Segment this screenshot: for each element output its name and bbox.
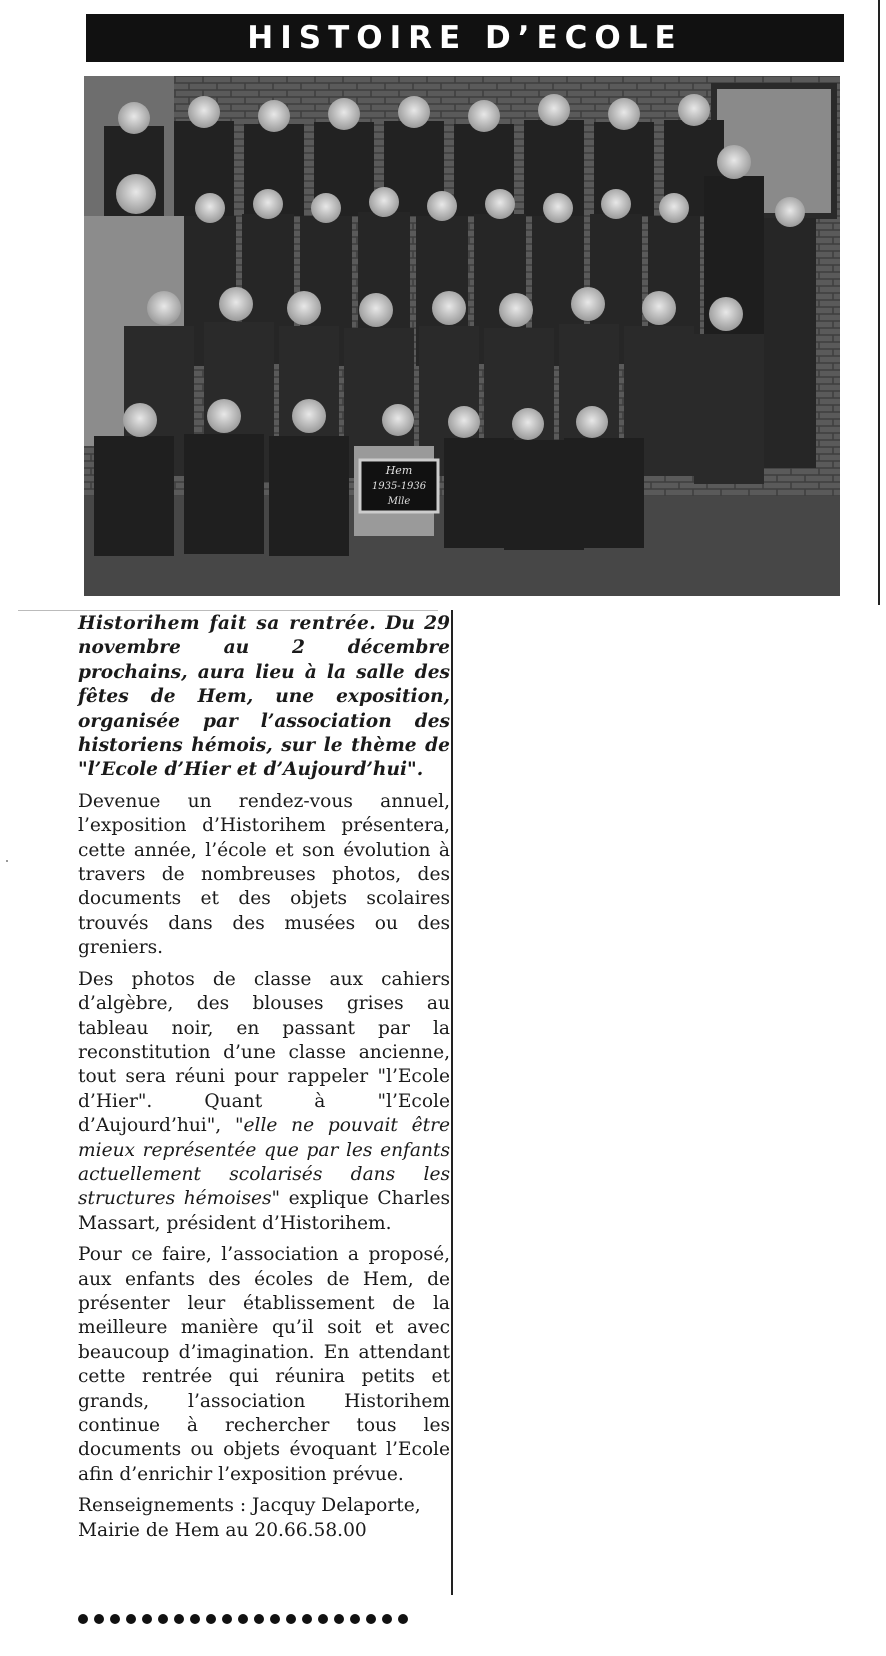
end-dots-divider xyxy=(78,1614,418,1624)
paragraph-2-end: explique Charles Massart, président d’Historihem. xyxy=(78,1188,450,1234)
class-slate xyxy=(360,460,438,512)
paragraph-3: Pour ce faire, l’association a proposé, aux enfants des écoles de Hem, de présenter leur établissement de la meilleure manière qu’il soit et avec beaucoup d’imagination. En attendant cette rentrée qui réunira petits et grands, l’association Historihem continue à rechercher tous les documents ou objets évoquant l’Ecole afin d’enrichir l’exposition prévue. xyxy=(78,1244,450,1485)
column-rule xyxy=(451,610,453,1595)
contact-line-2: Mairie de Hem au 20.66.58.00 xyxy=(78,1519,367,1541)
paragraph-1: Devenue un rendez-vous annuel, l’exposition d’Historihem présentera, cette année, l’école et son évolution à travers de nombreuses photos, des documents et des objets scolaires trouvés dans des musées ou des greniers. xyxy=(78,790,450,959)
class-photo xyxy=(84,76,840,596)
scan-speck xyxy=(6,860,8,862)
paragraph-2 xyxy=(78,968,450,1236)
slate-line-2: 1935-1936 xyxy=(371,481,427,492)
article-lede xyxy=(78,612,450,783)
slate-line-3: Mlle xyxy=(387,496,411,507)
contact-line-1: Renseignements : Jacquy Delaporte, xyxy=(78,1495,421,1517)
page-edge-rule xyxy=(878,0,880,605)
paragraph-2-start: Des photos de classe aux cahiers d’algèbre, des blouses grises au tableau noir, en passant par la reconstitution d’une classe ancienne, tout sera réuni pour rappeler "l’Ecole d’Hier". Quant à "l’Ecole d’Aujourd’hui", xyxy=(78,968,450,1137)
lede-body: Du 29 novembre au 2 décembre prochains, aura lieu à la salle des fêtes de Hem, une exposition, organisée par l’association des historiens hémois, sur le thème de "l’Ecole d’Hier et d’Aujourd’hui". xyxy=(78,613,450,781)
lede-headline: Historihem fait sa rentrée. xyxy=(78,613,377,634)
section-title: HISTOIRE D’ECOLE xyxy=(247,20,683,56)
article-top-rule xyxy=(18,610,438,611)
article xyxy=(78,612,450,1550)
president-quote: "elle ne pouvait être mieux représentée que par les enfants actuellement scolarisés dans les structures hémoises" xyxy=(78,1115,450,1210)
class-photo-image xyxy=(84,76,840,596)
back-row xyxy=(104,94,724,216)
contact-info xyxy=(78,1494,450,1543)
slate-line-1: Hem xyxy=(385,464,413,477)
section-banner xyxy=(86,14,844,62)
